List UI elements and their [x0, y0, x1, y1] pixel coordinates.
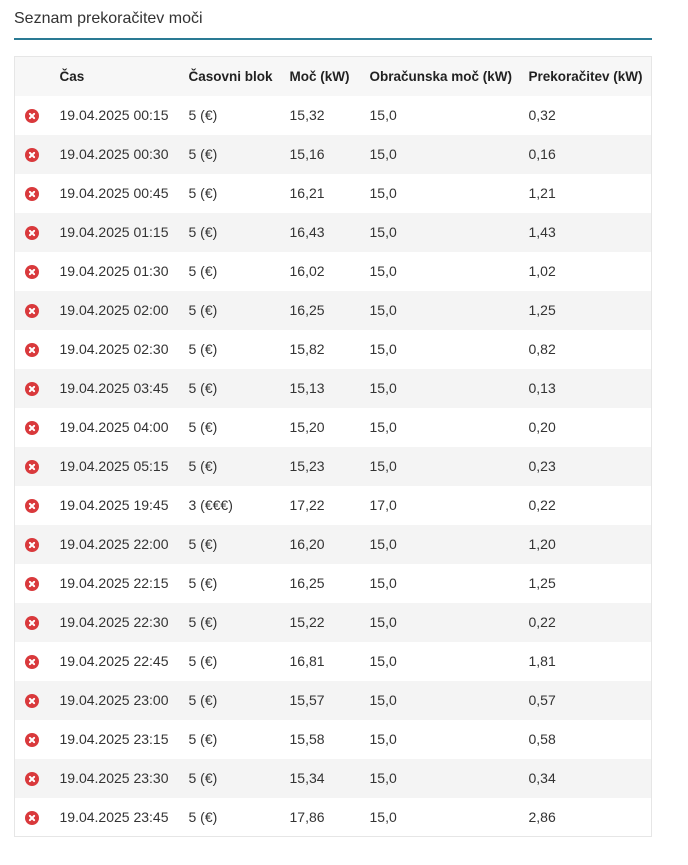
cell-time-block: 5 (€) — [188, 808, 218, 825]
table-row — [15, 174, 652, 213]
cell-power: 15,32 — [289, 107, 325, 123]
cell-time: 19.04.2025 00:30 — [59, 146, 169, 162]
header-time-block[interactable]: Časovni blok — [188, 68, 273, 84]
cell-time-block: 5 (€) — [188, 731, 218, 747]
section-title: Seznam prekoračitev moči — [14, 0, 652, 40]
cell-exceedance: 1,25 — [528, 575, 556, 591]
cell-exceedance: 0,20 — [528, 419, 556, 435]
cell-time: 19.04.2025 22:15 — [59, 575, 169, 591]
cell-power: 16,81 — [289, 653, 325, 669]
table-row — [15, 564, 652, 603]
cell-power: 15,13 — [289, 380, 325, 396]
cell-power: 16,25 — [289, 302, 325, 318]
cell-exceedance: 0,82 — [528, 341, 556, 357]
cell-exceedance: 0,57 — [528, 692, 556, 708]
cell-power: 15,82 — [289, 341, 325, 357]
cell-exceedance: 0,22 — [528, 497, 556, 513]
cell-billing-power: 15,0 — [369, 458, 397, 474]
cell-time: 19.04.2025 23:30 — [59, 770, 169, 786]
cell-exceedance: 1,43 — [528, 224, 556, 240]
cell-billing-power: 15,0 — [369, 536, 397, 552]
cell-power: 15,57 — [289, 692, 325, 708]
cell-time-block: 5 (€) — [188, 146, 218, 162]
cell-billing-power: 17,0 — [369, 497, 397, 513]
table-row — [15, 798, 652, 837]
cell-power: 15,20 — [289, 419, 325, 435]
status-cell — [15, 681, 60, 720]
error-x-circle-icon — [25, 577, 39, 591]
cell-power: 17,22 — [289, 497, 325, 513]
status-cell — [15, 291, 60, 330]
cell-time: 19.04.2025 01:15 — [59, 224, 169, 240]
cell-exceedance: 0,58 — [528, 731, 556, 747]
header-time[interactable]: Čas — [59, 68, 85, 84]
cell-time-block: 5 (€) — [188, 263, 218, 279]
cell-power: 16,02 — [289, 263, 325, 279]
error-x-circle-icon — [25, 499, 39, 513]
cell-time: 19.04.2025 03:45 — [59, 380, 169, 396]
status-cell — [15, 252, 60, 291]
cell-time-block: 5 (€) — [188, 692, 218, 708]
table-row — [15, 525, 652, 564]
error-x-circle-icon — [25, 265, 39, 279]
table-row — [15, 642, 652, 681]
exceedance-table — [14, 56, 652, 837]
cell-time-block: 5 (€) — [188, 770, 218, 786]
cell-power: 16,20 — [289, 536, 325, 552]
header-row — [15, 57, 652, 96]
table-row — [15, 135, 652, 174]
error-x-circle-icon — [25, 226, 39, 240]
cell-time: 19.04.2025 02:30 — [59, 341, 169, 357]
error-x-circle-icon — [25, 655, 39, 669]
table-row — [15, 759, 652, 798]
error-x-circle-icon — [25, 304, 39, 318]
status-cell — [15, 603, 60, 642]
cell-time-block: 5 (€) — [188, 575, 218, 591]
cell-billing-power: 15,0 — [369, 302, 397, 318]
table-row — [15, 408, 652, 447]
table-row — [15, 603, 652, 642]
cell-time-block: 5 (€) — [188, 419, 218, 435]
cell-time: 19.04.2025 23:00 — [59, 692, 169, 708]
cell-exceedance: 1,21 — [528, 185, 556, 201]
cell-exceedance: 1,81 — [528, 653, 556, 669]
status-cell — [15, 642, 60, 681]
error-x-circle-icon — [25, 460, 39, 474]
error-x-circle-icon — [25, 421, 39, 435]
cell-power: 15,16 — [289, 146, 325, 162]
cell-exceedance: 0,34 — [528, 770, 556, 786]
cell-time: 19.04.2025 22:00 — [59, 536, 169, 552]
table-row — [15, 96, 652, 135]
cell-time: 19.04.2025 22:30 — [59, 614, 169, 630]
cell-billing-power: 15,0 — [369, 341, 397, 357]
cell-billing-power: 15,0 — [369, 808, 397, 825]
status-cell — [15, 369, 60, 408]
status-cell — [15, 213, 60, 252]
cell-time-block: 5 (€) — [188, 185, 218, 201]
cell-billing-power: 15,0 — [369, 380, 397, 396]
cell-time: 19.04.2025 00:45 — [59, 185, 169, 201]
table-row — [15, 681, 652, 720]
table-body — [15, 96, 652, 837]
status-cell — [15, 525, 60, 564]
status-cell — [15, 408, 60, 447]
table-row — [15, 330, 652, 369]
cell-time: 19.04.2025 23:15 — [59, 731, 169, 747]
cell-time: 19.04.2025 02:00 — [59, 302, 169, 318]
status-cell — [15, 330, 60, 369]
status-cell — [15, 447, 60, 486]
status-cell — [15, 174, 60, 213]
error-x-circle-icon — [25, 538, 39, 552]
cell-time-block: 3 (€€€) — [188, 497, 233, 513]
cell-exceedance: 0,16 — [528, 146, 556, 162]
cell-exceedance: 0,22 — [528, 614, 556, 630]
power-exceedance-section — [14, 0, 652, 837]
cell-time-block: 5 (€) — [188, 614, 218, 630]
cell-time-block: 5 (€) — [188, 536, 218, 552]
cell-exceedance: 2,86 — [528, 808, 556, 825]
status-cell — [15, 564, 60, 603]
cell-time: 19.04.2025 19:45 — [59, 497, 169, 513]
error-x-circle-icon — [25, 148, 39, 162]
table-row — [15, 720, 652, 759]
cell-time-block: 5 (€) — [188, 380, 218, 396]
cell-billing-power: 15,0 — [369, 653, 397, 669]
table-row — [15, 447, 652, 486]
status-cell — [15, 96, 60, 135]
table-row — [15, 291, 652, 330]
header-exceedance[interactable]: Prekoračitev (kW) — [528, 68, 643, 84]
cell-billing-power: 15,0 — [369, 731, 397, 747]
error-x-circle-icon — [25, 811, 39, 825]
cell-billing-power: 15,0 — [369, 575, 397, 591]
cell-power: 15,58 — [289, 731, 325, 747]
cell-time-block: 5 (€) — [188, 341, 218, 357]
cell-time-block: 5 (€) — [188, 302, 218, 318]
header-power[interactable]: Moč (kW) — [289, 68, 350, 84]
cell-billing-power: 15,0 — [369, 224, 397, 240]
cell-time: 19.04.2025 05:15 — [59, 458, 169, 474]
status-cell — [15, 798, 60, 837]
cell-billing-power: 15,0 — [369, 419, 397, 435]
cell-billing-power: 15,0 — [369, 185, 397, 201]
cell-time-block: 5 (€) — [188, 458, 218, 474]
error-x-circle-icon — [25, 343, 39, 357]
cell-time-block: 5 (€) — [188, 653, 218, 669]
error-x-circle-icon — [25, 382, 39, 396]
table-row — [15, 213, 652, 252]
cell-exceedance: 0,13 — [528, 380, 556, 396]
status-cell — [15, 135, 60, 174]
cell-exceedance: 0,23 — [528, 458, 556, 474]
cell-time: 19.04.2025 00:15 — [59, 107, 169, 123]
cell-time: 19.04.2025 01:30 — [59, 263, 169, 279]
table-header — [15, 57, 652, 96]
cell-billing-power: 15,0 — [369, 107, 397, 123]
status-cell — [15, 759, 60, 798]
error-x-circle-icon — [25, 187, 39, 201]
cell-billing-power: 15,0 — [369, 614, 397, 630]
status-cell — [15, 720, 60, 759]
cell-power: 15,22 — [289, 614, 325, 630]
cell-exceedance: 0,32 — [528, 107, 556, 123]
cell-time-block: 5 (€) — [188, 107, 218, 123]
cell-time-block: 5 (€) — [188, 224, 218, 240]
cell-power: 16,43 — [289, 224, 325, 240]
cell-billing-power: 15,0 — [369, 263, 397, 279]
cell-power: 17,86 — [289, 808, 325, 825]
table-row — [15, 486, 652, 525]
cell-exceedance: 1,02 — [528, 263, 556, 279]
error-x-circle-icon — [25, 733, 39, 747]
table-row — [15, 252, 652, 291]
cell-time: 19.04.2025 22:45 — [59, 653, 169, 669]
cell-exceedance: 1,25 — [528, 302, 556, 318]
cell-time: 19.04.2025 23:45 — [59, 808, 169, 825]
status-cell — [15, 486, 60, 525]
cell-billing-power: 15,0 — [369, 146, 397, 162]
header-status — [15, 57, 60, 96]
cell-power: 15,23 — [289, 458, 325, 474]
header-billing-power[interactable]: Obračunska moč (kW) — [369, 68, 513, 84]
cell-power: 16,21 — [289, 185, 325, 201]
error-x-circle-icon — [25, 616, 39, 630]
cell-time: 19.04.2025 04:00 — [59, 419, 169, 435]
cell-exceedance: 1,20 — [528, 536, 556, 552]
error-x-circle-icon — [25, 694, 39, 708]
cell-billing-power: 15,0 — [369, 770, 397, 786]
cell-power: 15,34 — [289, 770, 325, 786]
cell-billing-power: 15,0 — [369, 692, 397, 708]
table-row — [15, 369, 652, 408]
cell-power: 16,25 — [289, 575, 325, 591]
error-x-circle-icon — [25, 772, 39, 786]
error-x-circle-icon — [25, 109, 39, 123]
